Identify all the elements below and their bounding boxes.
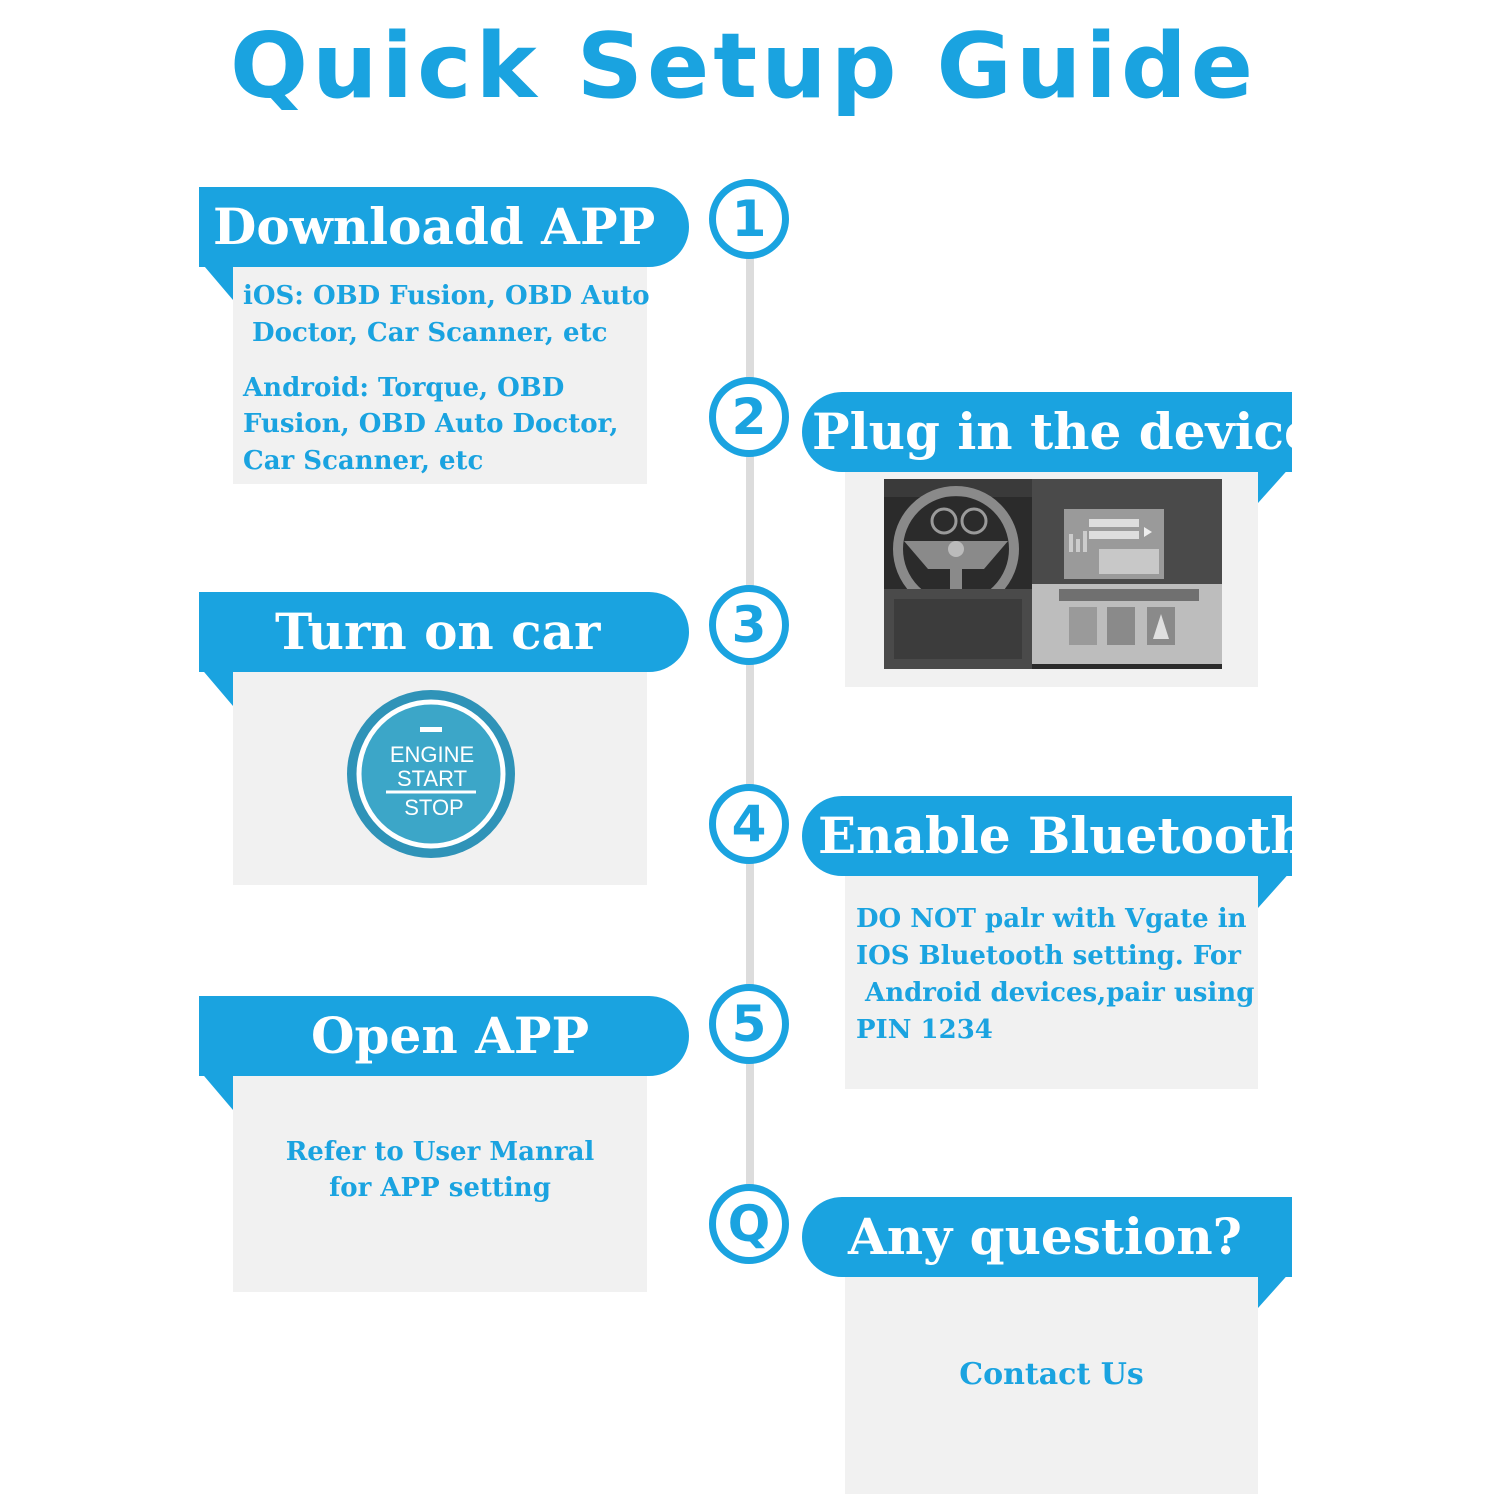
engine-label: ENGINE <box>389 742 475 767</box>
open-app-heading: Open APP <box>311 1006 590 1065</box>
download-heading: Downloadd APP <box>213 197 656 256</box>
android-apps-line-2: Fusion, OBD Auto Doctor, <box>243 409 619 439</box>
step-marker-2: 2 <box>709 377 789 457</box>
start-label: START <box>396 766 468 791</box>
bluetooth-line-4: PIN 1234 <box>856 1015 993 1045</box>
turn-on-banner-tail <box>199 666 233 706</box>
open-app-banner-tail <box>199 1070 233 1110</box>
android-apps-line-1: Android: Torque, OBD <box>243 373 565 403</box>
bluetooth-heading: Enable Bluetooth <box>818 806 1307 865</box>
stop-label: STOP <box>404 795 464 820</box>
open-app-banner <box>199 996 689 1076</box>
bluetooth-line-1: DO NOT palr with Vgate in <box>856 904 1247 934</box>
step-marker-3: 3 <box>709 585 789 665</box>
open-app-line-2: for APP setting <box>329 1173 551 1203</box>
ios-apps-line-2: Doctor, Car Scanner, etc <box>243 318 608 348</box>
plug-heading: Plug in the device <box>812 402 1316 461</box>
ios-apps-line-1: iOS: OBD Fusion, OBD Auto <box>243 281 650 311</box>
turn-on-heading: Turn on car <box>275 602 601 661</box>
turn-on-banner <box>199 592 689 672</box>
contact-us-link[interactable]: Contact Us <box>959 1357 1144 1392</box>
page-title: Quick Setup Guide <box>230 14 1258 119</box>
question-banner <box>802 1197 1292 1277</box>
android-apps-line-3: Car Scanner, etc <box>243 446 484 476</box>
question-heading: Any question? <box>848 1207 1242 1266</box>
open-app-line-1: Refer to User Manral <box>285 1137 595 1167</box>
step-marker-q: Q <box>709 1184 789 1264</box>
bluetooth-banner <box>802 796 1307 876</box>
step-marker-4: 4 <box>709 784 789 864</box>
plug-banner <box>802 392 1316 472</box>
step-marker-1: 1 <box>709 179 789 259</box>
bluetooth-line-3: Android devices,pair using <box>856 978 1255 1008</box>
engine-start-stop-button-icon <box>346 689 516 859</box>
bluetooth-line-2: IOS Bluetooth setting. For <box>856 941 1241 971</box>
car-dashboard-image <box>884 479 1222 669</box>
step-marker-5: 5 <box>709 984 789 1064</box>
download-banner <box>199 187 689 267</box>
